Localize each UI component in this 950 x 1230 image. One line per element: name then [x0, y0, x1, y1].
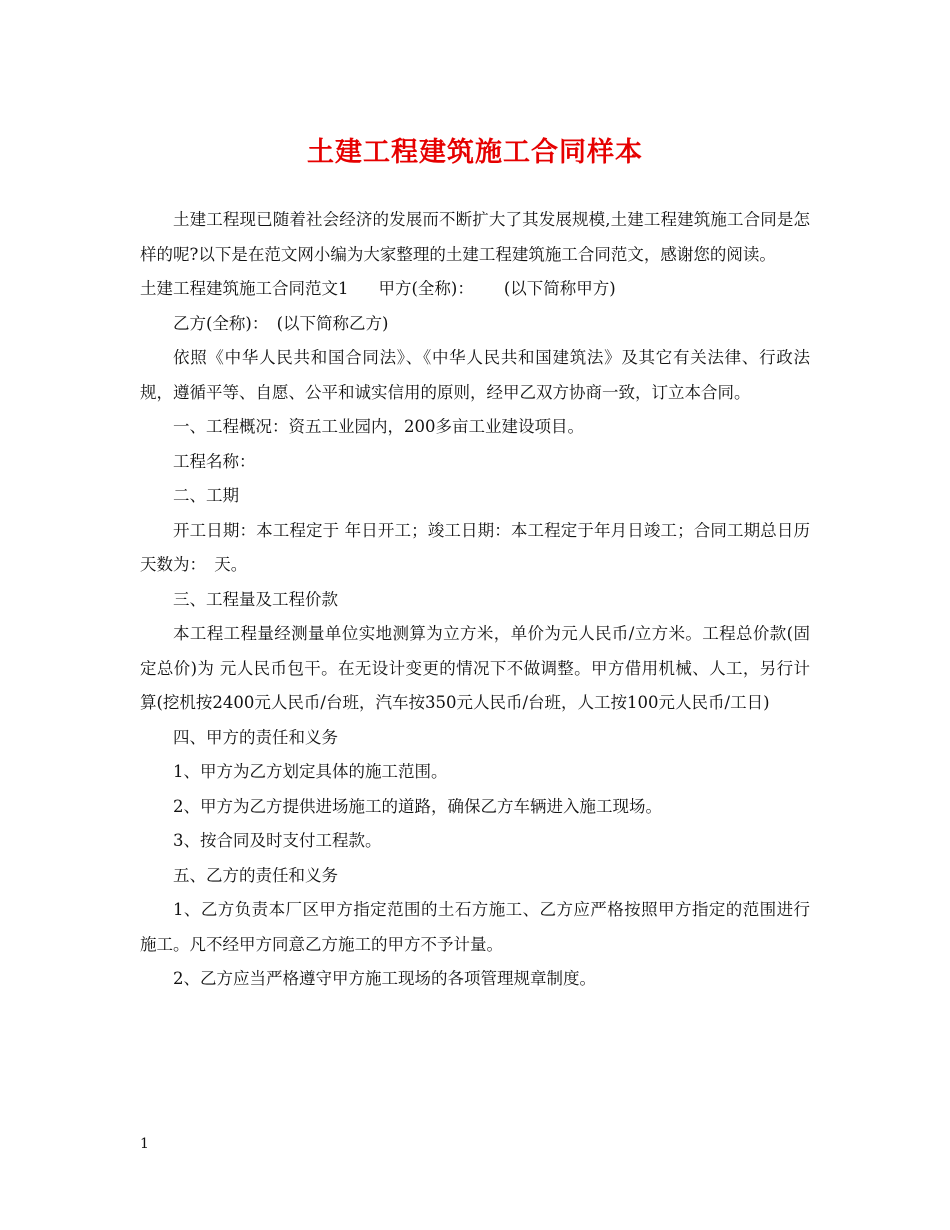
section-4-heading: 四、甲方的责任和义务 — [173, 727, 338, 747]
party-a-note: (以下简称甲方) — [503, 279, 616, 298]
basis-paragraph: 依照《中华人民共和国合同法》、《中华人民共和国建筑法》及其它有关法律、行政法规，遵循平等、自愿、公平和诚实信用的原则，经甲乙双方协商一致，订立本合同。 — [140, 348, 810, 402]
party-b-duty-1: 1、乙方负责本厂区甲方指定范围的土石方施工、乙方应严格按照甲方指定的范围进行施工。凡不经甲方同意乙方施工的甲方不予计量。 — [140, 900, 810, 954]
section-1-heading: 一、工程概况：资五工业园内，200多亩工业建设项目。 — [173, 417, 584, 436]
intro-paragraph: 土建工程现已随着社会经济的发展而不断扩大了其发展规模,土建工程建筑施工合同是怎样的呢?以下是在范文网小编为大家整理的土建工程建筑施工合同范文，感谢您的阅读。 — [140, 210, 810, 264]
document-body — [140, 203, 810, 997]
party-b-line: 乙方(全称)： (以下简称乙方) — [173, 313, 389, 333]
party-a-duty-3: 3、按合同及时支付工程款。 — [173, 831, 382, 850]
party-a-label: 甲方(全称)： — [378, 279, 474, 298]
price-paragraph: 本工程工程量经测量单位实地测算为立方米，单价为元人民币/立方米。工程总价款(固定总价)为 元人民币包干。在无设计变更的情况下不做调整。甲方借用机械、人工，另行计算(挖机按2400元人民币/台班，汽车按350元人民币/台班，人工按100元人民币/工日) — [140, 624, 810, 712]
section-2-heading: 二、工期 — [173, 486, 239, 505]
sample-heading: 土建工程建筑施工合同范文1 — [140, 279, 349, 298]
sample-heading-line — [140, 272, 810, 307]
party-b-duty-2: 2、乙方应当严格遵守甲方施工现场的各项管理规章制度。 — [173, 969, 596, 988]
project-name-line: 工程名称： — [173, 451, 256, 471]
party-a-duty-1: 1、甲方为乙方划定具体的施工范围。 — [173, 762, 448, 781]
section-3-heading: 三、工程量及工程价款 — [173, 589, 338, 609]
document-title: 土建工程建筑施工合同样本 — [307, 137, 643, 168]
section-5-heading: 五、乙方的责任和义务 — [173, 865, 338, 885]
schedule-paragraph: 开工日期：本工程定于 年日开工；竣工日期：本工程定于年月日竣工；合同工期总日历天数为： 天。 — [140, 520, 810, 574]
page-number: 1 — [140, 1136, 149, 1152]
party-a-duty-2: 2、甲方为乙方提供进场施工的道路，确保乙方车辆进入施工现场。 — [173, 796, 662, 816]
